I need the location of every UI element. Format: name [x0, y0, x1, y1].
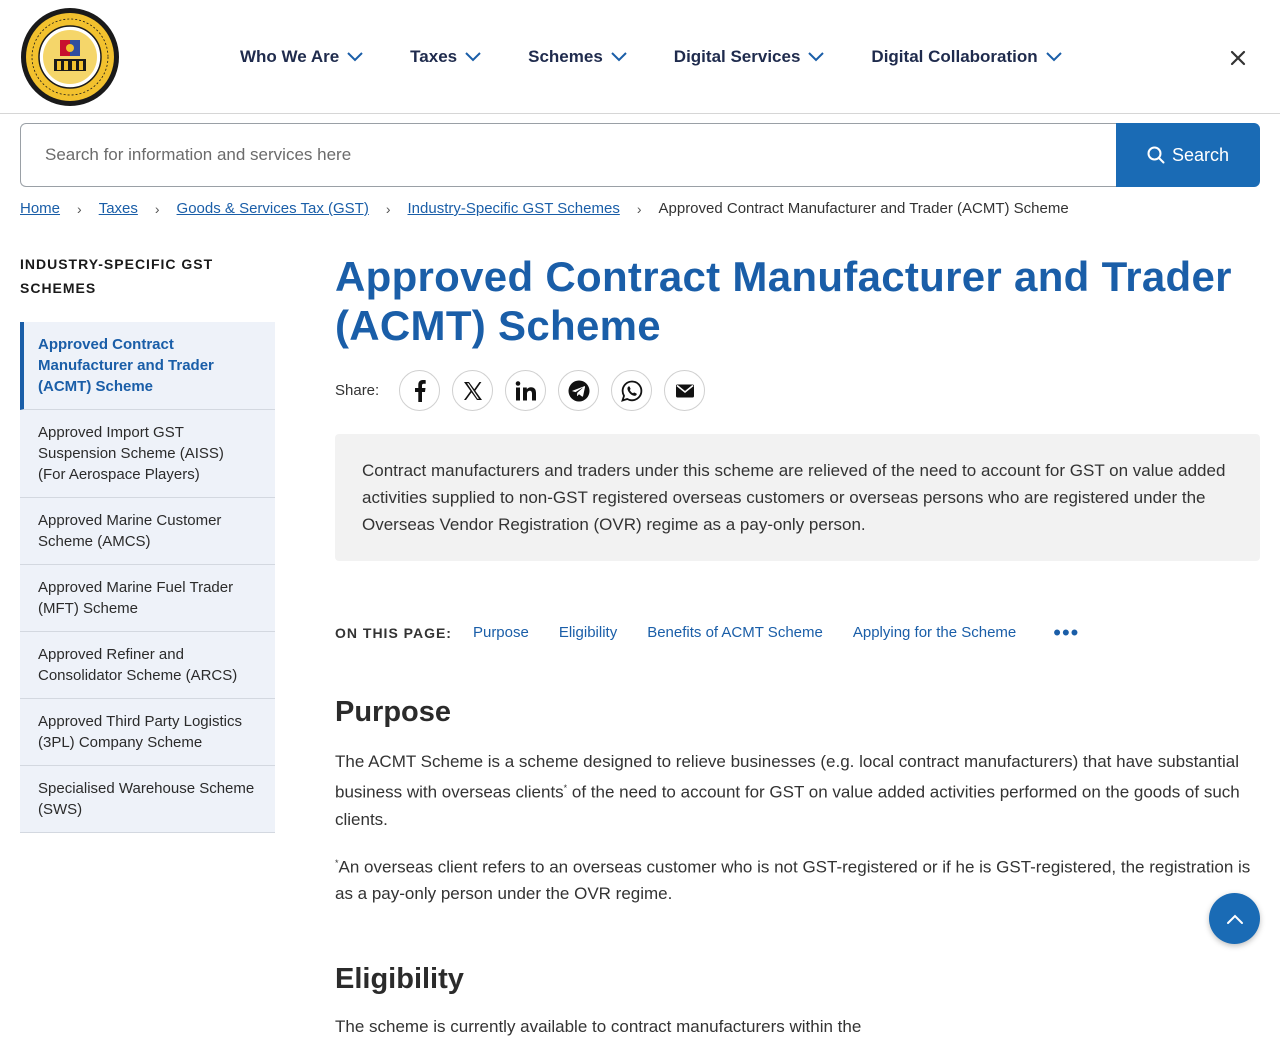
email-icon: [675, 383, 695, 399]
nav-label: Digital Services: [673, 47, 801, 66]
telegram-icon: [568, 380, 590, 402]
main-content: [335, 252, 1260, 1040]
sidebar-item-arcs[interactable]: Approved Refiner and Consolidator Scheme (ARCS): [20, 632, 275, 699]
main-nav: [240, 40, 1109, 74]
purpose-paragraph: [335, 748, 1260, 833]
chevron-up-icon: [1226, 913, 1244, 925]
share-row: [335, 370, 1260, 411]
more-options-icon[interactable]: •••: [1053, 620, 1080, 645]
sidebar-title: INDUSTRY-SPECIFIC GST SCHEMES: [20, 256, 214, 296]
share-x-button[interactable]: [452, 370, 493, 411]
whatsapp-icon: [621, 380, 643, 402]
sidebar-item-3pl[interactable]: Approved Third Party Logistics (3PL) Company Scheme: [20, 699, 275, 766]
nav-who-we-are[interactable]: [240, 40, 363, 74]
nav-label: Digital Collaboration: [871, 47, 1038, 66]
nav-label: Taxes: [410, 47, 458, 66]
chevron-down-icon: [347, 52, 363, 62]
share-whatsapp-button[interactable]: [611, 370, 652, 411]
anchor-benefits[interactable]: Benefits of ACMT Scheme: [647, 624, 823, 641]
search-input[interactable]: [20, 123, 1116, 187]
chevron-down-icon: [611, 52, 627, 62]
share-linkedin-button[interactable]: [505, 370, 546, 411]
chevron-right-icon: ›: [77, 200, 82, 217]
on-this-page-nav: [335, 620, 1260, 645]
sidebar-item-amcs[interactable]: Approved Marine Customer Scheme (AMCS): [20, 498, 275, 565]
breadcrumb-taxes[interactable]: Taxes: [98, 200, 138, 217]
sidebar-item-acmt[interactable]: Approved Contract Manufacturer and Trader (ACMT) Scheme: [20, 322, 275, 410]
search-button-label: Search: [1171, 144, 1230, 165]
chevron-right-icon: ›: [154, 200, 160, 217]
nav-taxes[interactable]: [410, 40, 481, 74]
x-icon: [463, 381, 483, 401]
page-title: Approved Contract Manufacturer and Trader (ACMT) Scheme: [335, 253, 1232, 349]
footnote-text: An overseas client refers to an overseas customer who is not GST-registered or if he is GST-registered, the registration is as a pay-only person under the OVR regime.: [335, 857, 1251, 904]
share-facebook-button[interactable]: [399, 370, 440, 411]
back-to-top-button[interactable]: [1209, 893, 1260, 944]
nav-label: Who We Are: [240, 47, 340, 66]
linkedin-icon: [515, 381, 537, 401]
eligibility-paragraph: The scheme is currently available to contract manufacturers within the: [335, 1017, 862, 1037]
footnote-marker: *: [335, 857, 339, 868]
nav-digital-collaboration[interactable]: [871, 40, 1061, 74]
breadcrumb-industry-schemes[interactable]: Industry-Specific GST Schemes: [407, 200, 620, 217]
anchor-purpose[interactable]: Purpose: [472, 624, 529, 641]
bir-seal-logo[interactable]: [20, 7, 120, 107]
sidebar-item-aiss[interactable]: Approved Import GST Suspension Scheme (AISS) (For Aerospace Players): [20, 410, 275, 498]
anchor-eligibility[interactable]: Eligibility: [558, 624, 618, 641]
purpose-text-b: of the need to account for GST on value added activities performed on the goods of such clients.: [335, 782, 1240, 829]
purpose-footnote: [335, 850, 1260, 908]
section-heading-eligibility: Eligibility: [335, 963, 464, 996]
chevron-right-icon: ›: [385, 200, 391, 217]
breadcrumb-home[interactable]: Home: [20, 200, 61, 217]
chevron-down-icon: [1046, 52, 1062, 62]
close-menu-button[interactable]: [1226, 46, 1250, 70]
search-icon: [1147, 146, 1165, 164]
nav-schemes[interactable]: [528, 40, 627, 74]
breadcrumb-gst[interactable]: Goods & Services Tax (GST): [176, 200, 369, 217]
share-telegram-button[interactable]: [558, 370, 599, 411]
summary-box: [335, 434, 1260, 561]
close-icon: [1226, 46, 1250, 70]
breadcrumb-current: Approved Contract Manufacturer and Trader (ACMT) Scheme: [658, 200, 1069, 217]
chevron-down-icon: [808, 52, 824, 62]
nav-label: Schemes: [528, 47, 603, 66]
search-button[interactable]: [1116, 123, 1260, 187]
search-bar: [20, 123, 1260, 187]
sidebar-item-mft[interactable]: Approved Marine Fuel Trader (MFT) Scheme: [20, 565, 275, 632]
chevron-down-icon: [465, 52, 481, 62]
site-header: [0, 0, 1280, 114]
chevron-right-icon: ›: [636, 200, 642, 217]
sidebar-nav: [20, 322, 275, 833]
section-heading-purpose: Purpose: [335, 696, 452, 728]
on-this-page-label: ON THIS PAGE:: [335, 624, 452, 641]
sidebar-item-sws[interactable]: Specialised Warehouse Scheme (SWS): [20, 766, 275, 833]
nav-digital-services[interactable]: [674, 40, 825, 74]
share-label: Share:: [335, 382, 380, 399]
summary-text: Contract manufacturers and traders under this scheme are relieved of the need to account for GST on value added activities supplied to non-GST registered overseas customers or overseas persons who are registered under the Overseas Vendor Registration (OVR) regime as a pay-only person.: [362, 461, 1226, 534]
footnote-marker: *: [563, 783, 568, 793]
share-email-button[interactable]: [664, 370, 705, 411]
breadcrumb: [20, 200, 1069, 217]
anchor-applying[interactable]: Applying for the Scheme: [852, 624, 1017, 641]
facebook-icon: [414, 380, 426, 402]
purpose-text-a: The ACMT Scheme is a scheme designed to relieve businesses (e.g. local contract manufacturers) that have substantial business with overseas clients: [335, 752, 1239, 802]
